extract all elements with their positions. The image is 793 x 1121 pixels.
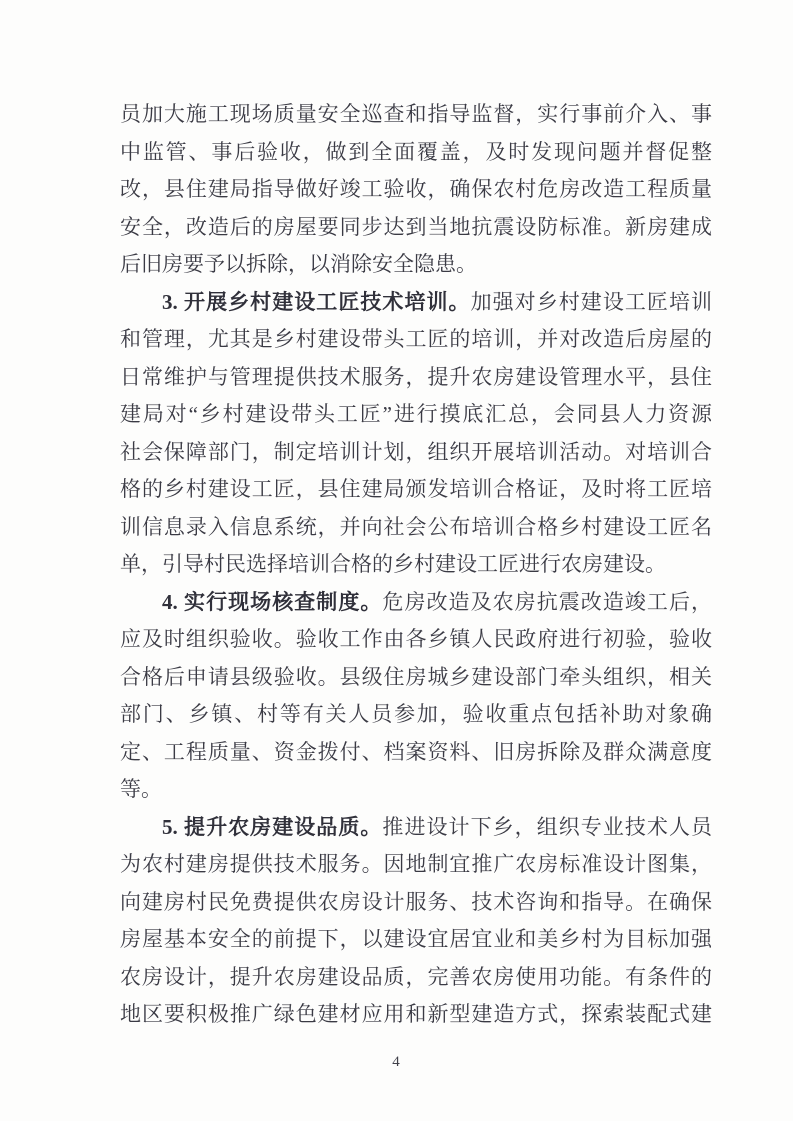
- para-4-site-verification: [120, 584, 712, 809]
- text-line: [120, 171, 712, 209]
- text-line: [120, 321, 712, 359]
- page-number: 4: [392, 1054, 401, 1070]
- text-line: [120, 546, 712, 584]
- body-text: 格的乡村建设工匠，县住建局颁发培训合格证，及时将工匠培: [120, 477, 712, 501]
- para-quality-supervision: [120, 96, 712, 284]
- body-text: 加强对乡村建设工匠培训: [470, 289, 712, 314]
- text-line: [120, 809, 712, 847]
- body-text: 日常维护与管理提供技术服务，提升农房建设管理水平，县住: [120, 364, 712, 389]
- text-line: [120, 696, 712, 734]
- clause-heading: 5. 提升农房建设品质。: [162, 814, 383, 839]
- body-text: 训信息录入信息系统，并向社会公布培训合格乡村建设工匠名: [120, 514, 712, 539]
- body-text: 危房改造及农房抗震改造竣工后，: [382, 589, 712, 614]
- text-line: [120, 846, 712, 884]
- body-text: 单，引导村民选择培训合格的乡村建设工匠进行农房建设。: [120, 552, 666, 576]
- text-line: [120, 246, 712, 284]
- body-text: 安全，改造后的房屋要同步达到当地抗震设防标准。新房建成: [120, 214, 712, 239]
- text-line: [120, 659, 712, 697]
- body-text: 建局对“乡村建设带头工匠”进行摸底汇总，会同县人力资源: [120, 402, 712, 426]
- text-line: [120, 921, 712, 959]
- para-3-craftsman-training: [120, 284, 712, 584]
- text-line: [120, 209, 712, 247]
- body-text: 和管理，尤其是乡村建设带头工匠的培训，并对改造后房屋的: [120, 327, 712, 351]
- body-text: 改，县住建局指导做好竣工验收，确保农村危房改造工程质量: [120, 177, 712, 201]
- text-line: [120, 134, 712, 172]
- body-text: 推进设计下乡，组织专业技术人员: [382, 814, 712, 839]
- text-line: [120, 359, 712, 397]
- text-line: [120, 959, 712, 997]
- body-text: 农房设计，提升农房建设品质，完善农房使用功能。有条件的: [120, 964, 712, 989]
- body-text: 合格后申请县级验收。县级住房城乡建设部门牵头组织，相关: [120, 664, 712, 689]
- text-line: [120, 621, 712, 659]
- document-body: [120, 96, 712, 1034]
- para-5-housing-quality: [120, 809, 712, 1034]
- text-line: [120, 996, 712, 1034]
- body-text: 为农村建房提供技术服务。因地制宜推广农房标准设计图集，: [120, 852, 712, 876]
- body-text: 应及时组织验收。验收工作由各乡镇人民政府进行初验，验收: [120, 627, 712, 651]
- clause-heading: 4. 实行现场核查制度。: [162, 589, 383, 614]
- body-text: 中监管、事后验收，做到全面覆盖，及时发现问题并督促整: [120, 139, 712, 164]
- text-line: [120, 396, 712, 434]
- body-text: 房屋基本安全的前提下，以建设宜居宜业和美乡村为目标加强: [120, 927, 712, 951]
- body-text: 等。: [120, 777, 162, 801]
- body-text: 后旧房要予以拆除，以消除安全隐患。: [120, 252, 477, 276]
- text-line: [120, 771, 712, 809]
- text-line: [120, 584, 712, 622]
- text-line: [120, 471, 712, 509]
- text-line: [120, 284, 712, 322]
- body-text: 定、工程质量、资金拨付、档案资料、旧房拆除及群众满意度: [120, 739, 712, 764]
- body-text: 地区要积极推广绿色建材应用和新型建造方式，探索装配式建: [120, 1002, 712, 1026]
- body-text: 向建房村民免费提供农房设计服务、技术咨询和指导。在确保: [120, 889, 712, 914]
- text-line: [120, 734, 712, 772]
- body-text: 社会保障部门，制定培训计划，组织开展培训活动。对培训合: [120, 439, 712, 464]
- text-line: [120, 884, 712, 922]
- text-line: [120, 96, 712, 134]
- text-line: [120, 434, 712, 472]
- body-text: 部门、乡镇、村等有关人员参加，验收重点包括补助对象确: [120, 702, 712, 726]
- text-line: [120, 509, 712, 547]
- body-text: 员加大施工现场质量安全巡查和指导监督，实行事前介入、事: [120, 102, 712, 126]
- clause-heading: 3. 开展乡村建设工匠技术培训。: [162, 289, 471, 314]
